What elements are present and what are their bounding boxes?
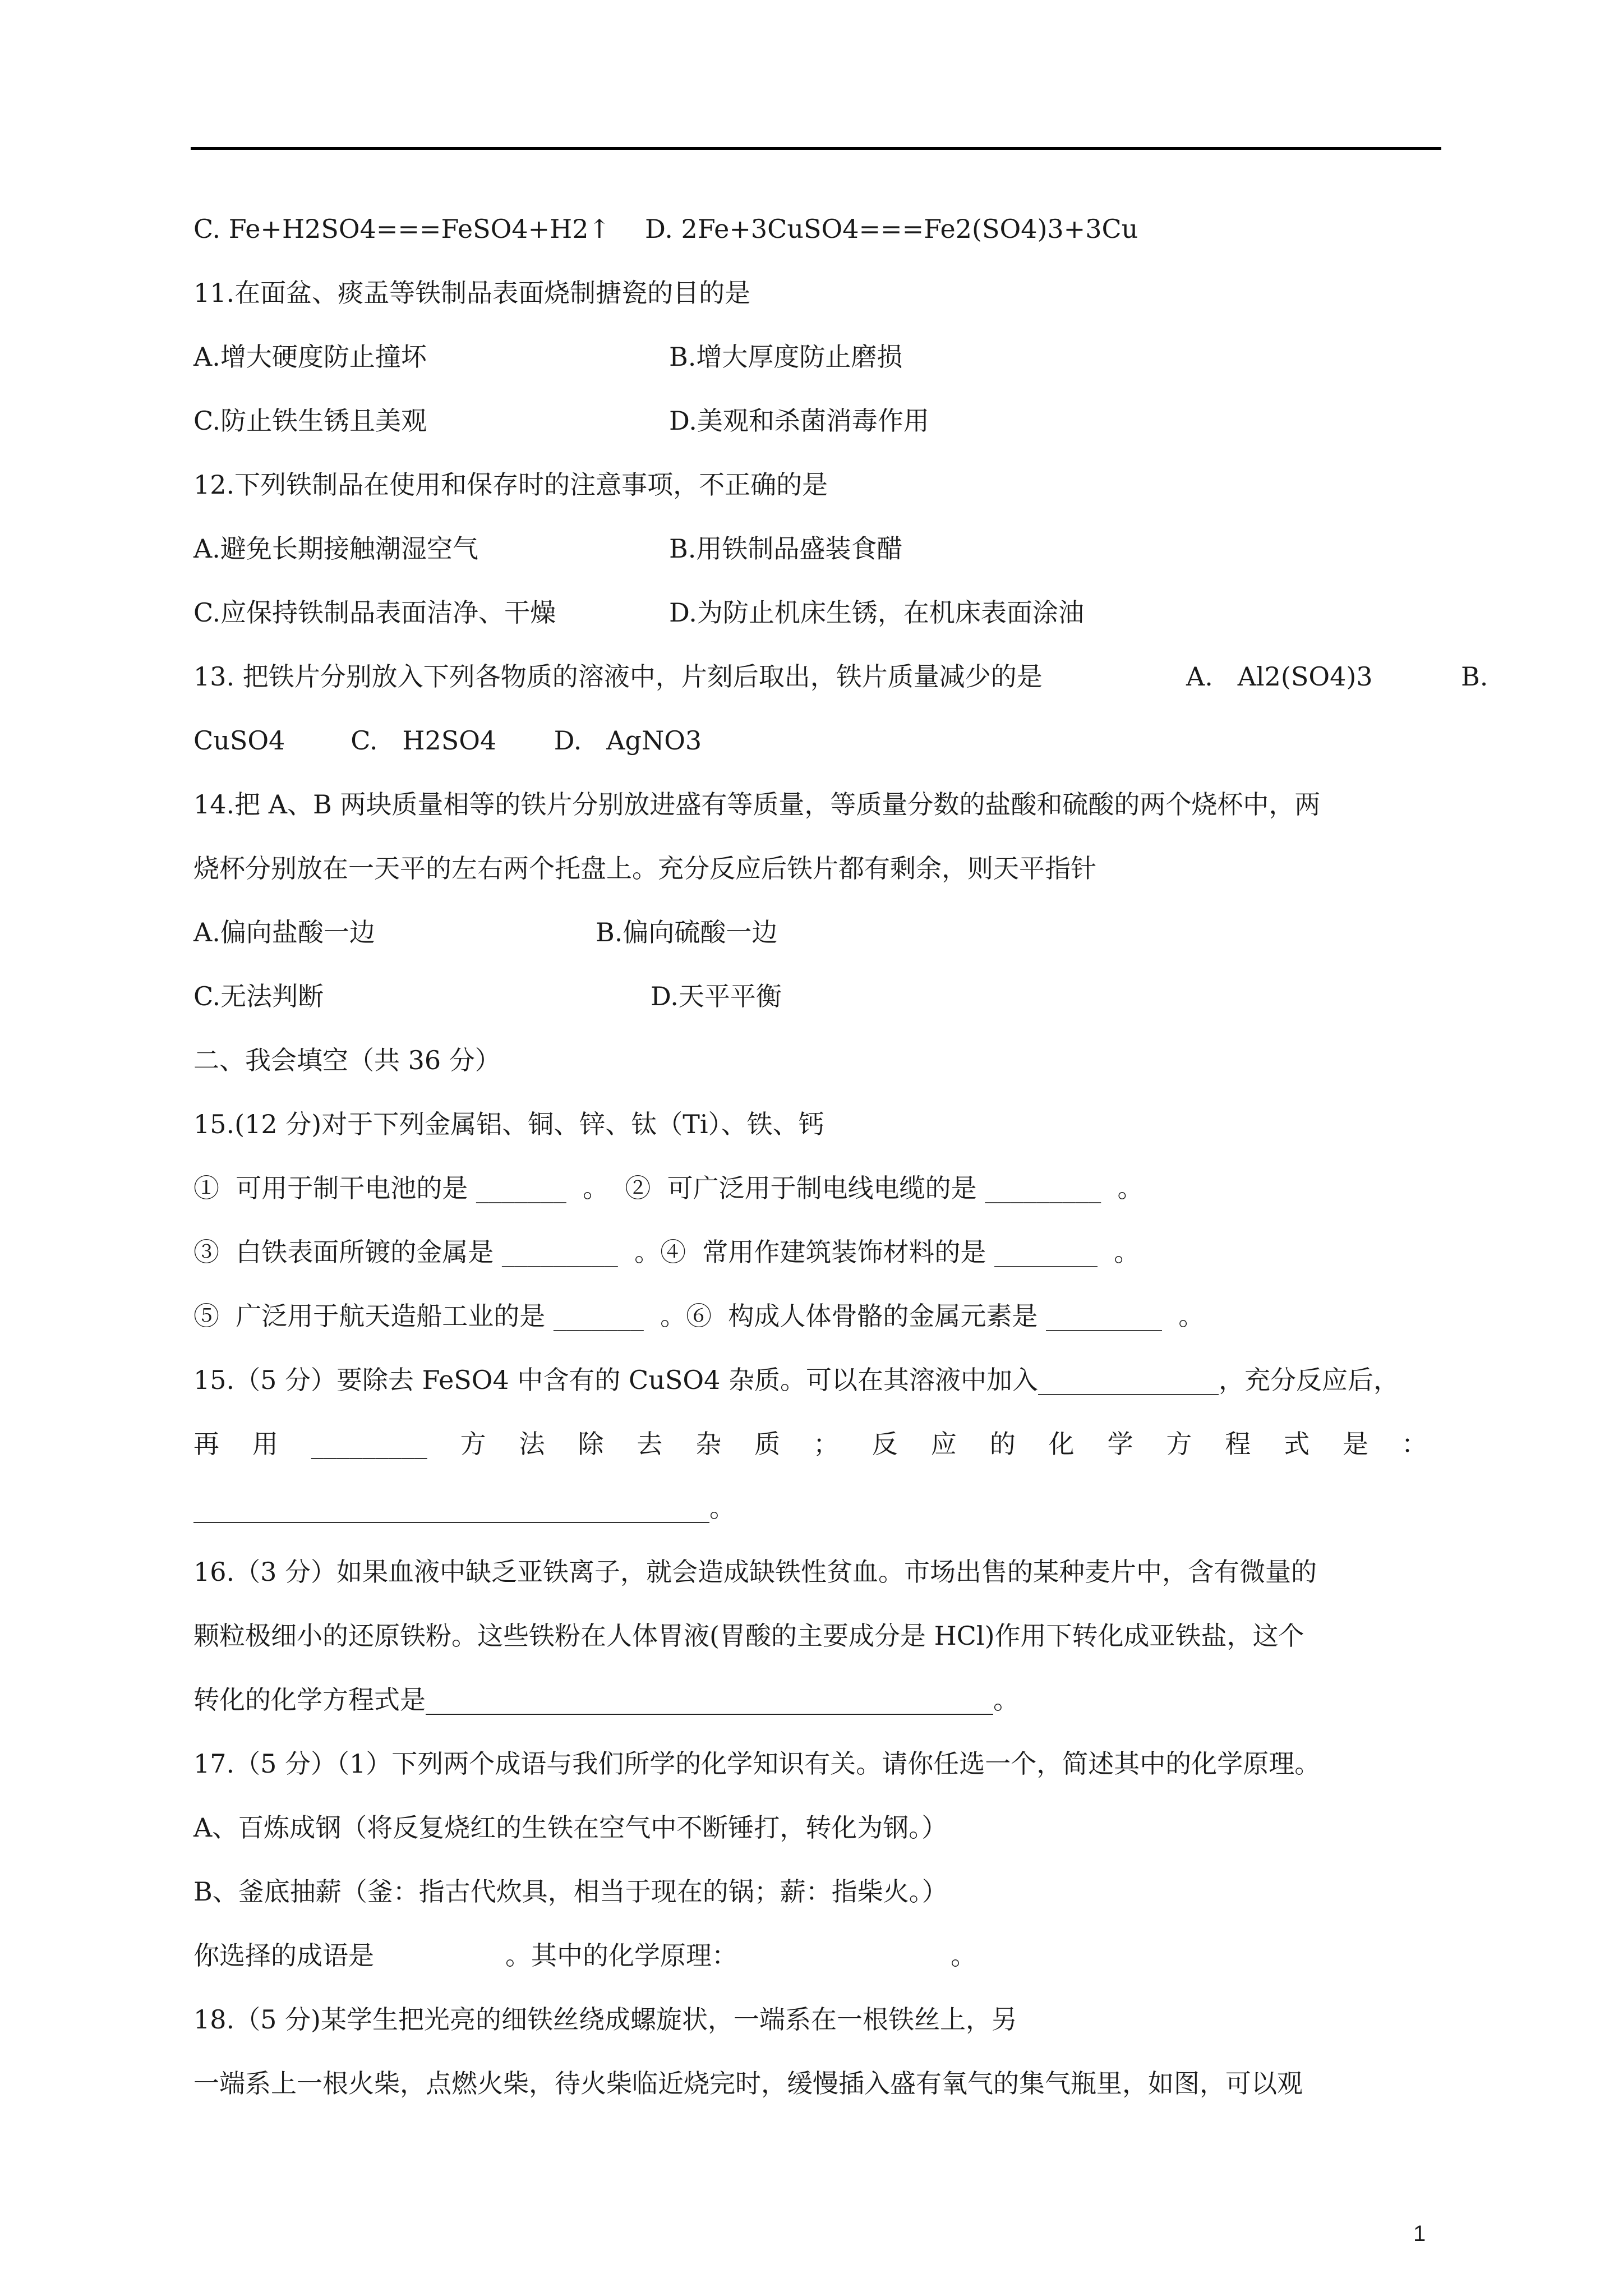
q15b-char: 程 [1225, 1429, 1251, 1459]
q17-stem: 17.（5 分）（1）下列两个成语与我们所学的化学知识有关。请你任选一个，简述其中的化学原理。 [193, 1749, 1321, 1779]
q14-option-d: D.天平平衡 [651, 981, 782, 1011]
q16-line3: 转化的化学方程式是____________________________________________。 [193, 1685, 1019, 1715]
q15b-char: 的 [989, 1429, 1016, 1459]
header-rule [191, 147, 1441, 150]
q15b-blank: _________ [311, 1429, 427, 1459]
q13-option-b-label: B. [1461, 661, 1488, 692]
q14-stem-line2: 烧杯分别放在一天平的左右两个托盘上。充分反应后铁片都有剩余，则天平指针 [193, 853, 1096, 884]
q15a-blanks-row1: ① 可用于制干电池的是 _______ 。 ② 可广泛用于制电线电缆的是 _________ 。 [193, 1173, 1144, 1203]
q14-option-b: B.偏向硫酸一边 [596, 917, 778, 947]
q15b-char: 去 [637, 1429, 663, 1459]
q17-option-b: B、釜底抽薪（釜：指古代炊具，相当于现在的锅；薪：指柴火。） [193, 1876, 948, 1907]
q13-options-line: CuSO4 C. H2SO4 D. AgNO3 [193, 725, 702, 756]
q15b-char: 学 [1107, 1429, 1133, 1459]
q15b-char: 反 [872, 1429, 898, 1459]
q12-option-b: B.用铁制品盛装食醋 [669, 533, 903, 564]
q11-stem: 11.在面盆、痰盂等铁制品表面烧制搪瓷的目的是 [193, 278, 751, 308]
q13-stem: 13. 把铁片分别放入下列各物质的溶液中，片刻后取出，铁片质量减少的是 [193, 661, 1043, 692]
q17-option-a: A、百炼成钢（将反复烧红的生铁在空气中不断锤打，转化为钢。） [193, 1812, 948, 1843]
q15b-char: 除 [578, 1429, 604, 1459]
q15b-char: 方 [1166, 1429, 1192, 1459]
q15b-char: ： [1401, 1429, 1427, 1459]
q15b-char: 式 [1284, 1429, 1310, 1459]
q15b-char: 化 [1048, 1429, 1075, 1459]
q16-line2: 颗粒极细小的还原铁粉。这些铁粉在人体胃液(胃酸的主要成分是 HCl)作用下转化成亚铁盐，这个 [193, 1621, 1304, 1651]
q11-option-d: D.美观和杀菌消毒作用 [669, 406, 929, 436]
page-number: 1 [1413, 2221, 1426, 2246]
q18-line1: 18.（5 分)某学生把光亮的细铁丝绕成螺旋状，一端系在一根铁丝上，另 [193, 2004, 1017, 2035]
q15b-char: 法 [519, 1429, 545, 1459]
q13-option-a: A. Al2(SO4)3 [1186, 661, 1373, 692]
q15a-stem: 15.(12 分)对于下列金属铝、铜、锌、钛（Ti）、铁、钙 [193, 1109, 824, 1139]
q15b-char: 质 [754, 1429, 781, 1459]
q15b-char: 再 [193, 1429, 219, 1459]
q15b-line2 [193, 1427, 1427, 1461]
q15b-line3: ________________________________________。 [193, 1493, 735, 1523]
q12-option-a: A.避免长期接触潮湿空气 [193, 533, 478, 564]
q15b-line1: 15.（5 分）要除去 FeSO4 中含有的 CuSO4 杂质。可以在其溶液中加入______________，充分反应后， [193, 1365, 1399, 1395]
q12-option-d: D.为防止机床生锈，在机床表面涂油 [669, 597, 1084, 628]
q17-answer-line: 你选择的成语是 。其中的化学原理： 。 [193, 1940, 977, 1971]
q15b-char: 是 [1343, 1429, 1369, 1459]
q15b-char: 方 [460, 1429, 486, 1459]
q14-option-c: C.无法判断 [193, 981, 324, 1011]
q14-option-a: A.偏向盐酸一边 [193, 917, 375, 947]
q14-stem-line1: 14.把 A、B 两块质量相等的铁片分别放进盛有等质量，等质量分数的盐酸和硫酸的两个烧杯中，两 [193, 789, 1321, 820]
q15b-char: ； [813, 1429, 840, 1459]
q11-option-a: A.增大硬度防止撞坏 [193, 342, 427, 372]
q15a-blanks-row2: ③ 白铁表面所镀的金属是 _________ 。④ 常用作建筑装饰材料的是 ________ 。 [193, 1237, 1140, 1267]
q12-option-c: C.应保持铁制品表面洁净、干燥 [193, 597, 556, 628]
q12-stem: 12.下列铁制品在使用和保存时的注意事项，不正确的是 [193, 470, 828, 500]
q16-line1: 16.（3 分）如果血液中缺乏亚铁离子，就会造成缺铁性贫血。市场出售的某种麦片中，含有微量的 [193, 1557, 1317, 1587]
q15b-char: 应 [930, 1429, 957, 1459]
q11-option-b: B.增大厚度防止磨损 [669, 342, 903, 372]
q15a-blanks-row3: ⑤ 广泛用于航天造船工业的是 _______ 。⑥ 构成人体骨骼的金属元素是 _________ 。 [193, 1301, 1205, 1331]
section-heading: 二、我会填空（共 36 分） [193, 1045, 501, 1075]
q15b-char: 杂 [695, 1429, 722, 1459]
q11-option-c: C.防止铁生锈且美观 [193, 406, 427, 436]
q10-option-d: D. 2Fe+3CuSO4===Fe2(SO4)3+3Cu [645, 214, 1138, 244]
q10-option-c: C. Fe+H2SO4===FeSO4+H2↑ [193, 214, 611, 244]
q18-line2: 一端系上一根火柴，点燃火柴，待火柴临近烧完时，缓慢插入盛有氧气的集气瓶里，如图，可以观 [193, 2068, 1303, 2099]
q15b-char: 用 [252, 1429, 278, 1459]
